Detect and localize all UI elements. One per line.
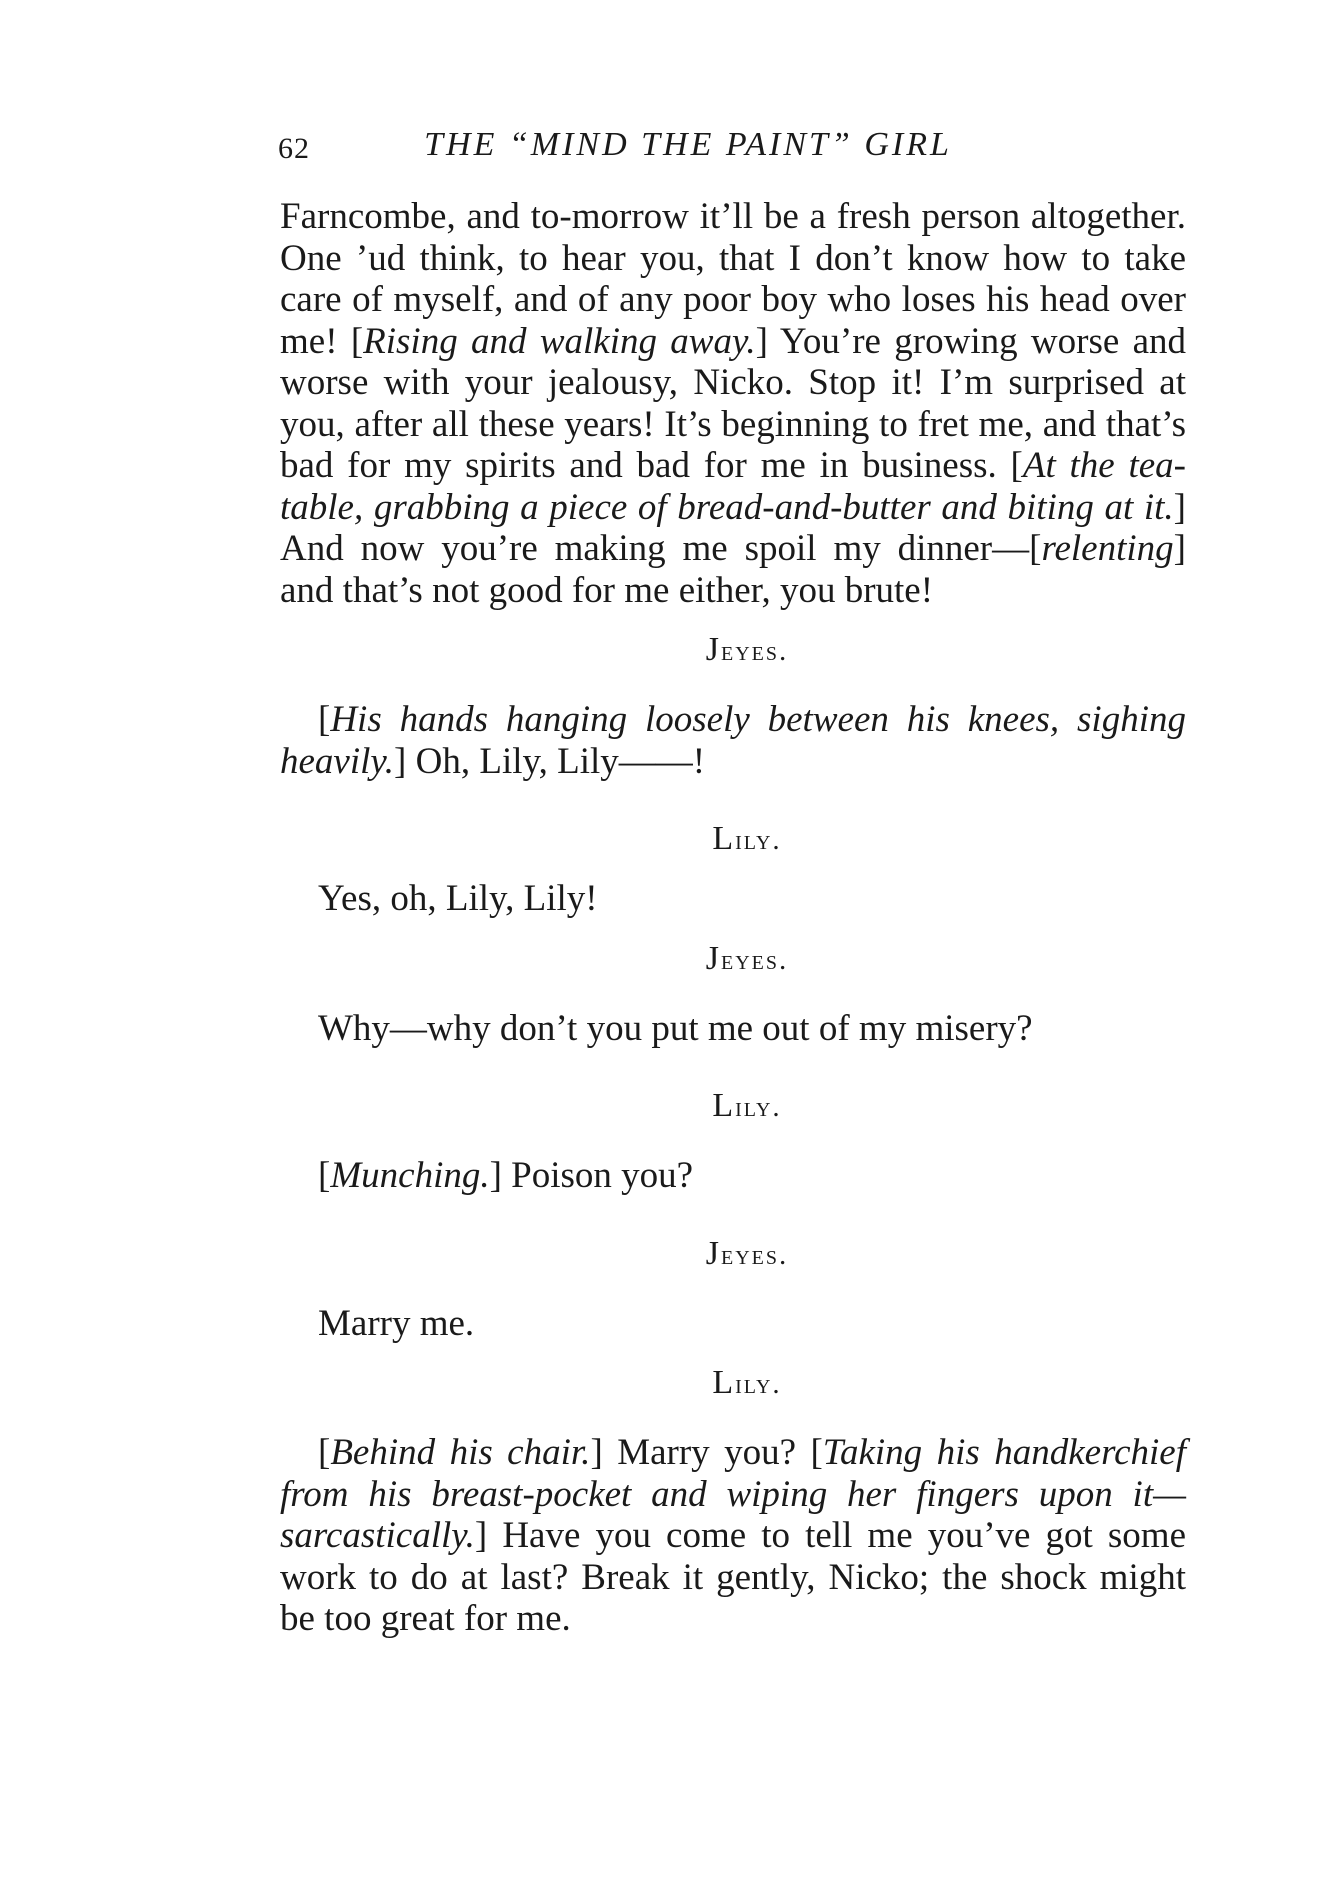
text-block [280, 196, 1186, 1640]
paragraph-jeyes-speech: Marry me. [318, 1302, 475, 1344]
speech-text: [ [318, 1155, 331, 1196]
paragraph-lily-speech [280, 196, 1186, 611]
speech-text: [ [318, 1432, 331, 1473]
speaker-name: Lily. [712, 1087, 782, 1124]
speaker-name: Jeyes. [705, 631, 789, 668]
page-number: 62 [278, 132, 310, 165]
page-header [278, 126, 1038, 170]
paragraph-jeyes-speech: Why—why don’t you put me out of my misery? [318, 1007, 1033, 1049]
stage-direction: Behind his chair. [330, 1432, 591, 1473]
speech-text: Farncombe, and to-morrow it’ll be a fresh person altogether. One ’ud think, to hear you, that I don’t know how to take care of myself, and of any poor boy who loses his head over me! [ [280, 196, 1186, 362]
speech-text: ] Marry you? [ [590, 1432, 823, 1473]
speaker-name: Jeyes. [705, 939, 789, 977]
stage-direction: Taking his handkerchief from his breast-pocket and wiping her fingers upon it—sarcastically. [280, 1432, 1186, 1556]
paragraph-lily-speech [280, 1432, 1186, 1640]
speech-text: ] and that’s not good for me either, you brute! [280, 528, 1186, 611]
speech-text: ] You’re growing worse and worse with your jealousy, Nicko. Stop it! I’m surprised at you, after all these years! It’s beginning to fret me, and that’s bad for my spirits and bad for me in business. [ [280, 320, 1186, 486]
paragraph-jeyes-speech [280, 699, 1186, 782]
speech-text: ] Oh, Lily, Lily——! [394, 740, 706, 782]
paragraph-lily-speech [280, 1155, 1186, 1197]
running-title: THE “MIND THE PAINT” GIRL [424, 126, 952, 163]
speaker-name: Jeyes. [705, 1234, 789, 1272]
stage-direction: His hands hanging loosely between his knees, sighing heavily. [280, 699, 1186, 782]
speech-text: [ [318, 699, 331, 740]
stage-direction: Munching. [330, 1155, 490, 1196]
paragraph-lily-speech: Yes, oh, Lily, Lily! [318, 878, 598, 919]
speech-text: ] Poison you? [489, 1155, 694, 1196]
stage-direction: Rising and walking away. [363, 320, 756, 362]
stage-direction: At the tea-table, grabbing a piece of bread-and-butter and biting at it. [280, 445, 1187, 528]
stage-direction: relenting [1041, 528, 1174, 569]
speaker-name: Lily. [712, 820, 782, 857]
speech-text: ] Have you come to tell me you’ve got some work to do at last? Break it gently, Nicko; the shock might be too great for me. [280, 1515, 1186, 1639]
speaker-name: Lily. [712, 1364, 782, 1401]
speech-text: ] And now you’re making me spoil my dinner—[ [280, 486, 1186, 569]
